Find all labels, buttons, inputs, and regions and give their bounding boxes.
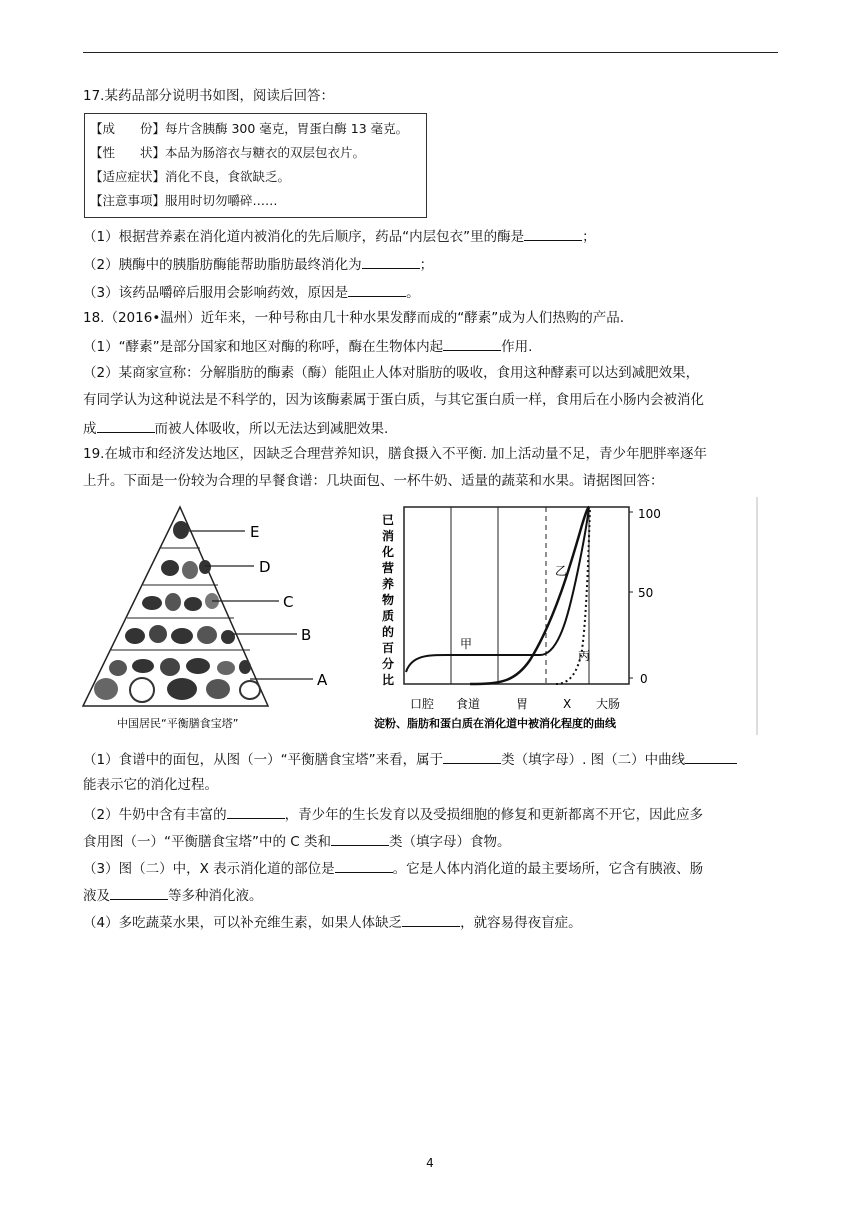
food-pyramid [83, 507, 328, 730]
q19-sub2-line2: 食用图（一）“平衡膳食宝塔”中的 C 类和 类（填字母）食物。 [83, 831, 511, 851]
answer-blank[interactable] [685, 749, 737, 764]
x-label-esophagus: 食道 [456, 697, 481, 711]
x-label-stomach: 胃 [516, 697, 529, 711]
curve-label-yi: 乙 [555, 564, 568, 578]
answer-blank[interactable] [335, 858, 393, 873]
q19-intro-line1: 19.在城市和经济发达地区，因缺乏合理营养知识，膳食摄入不平衡. 加上活动量不足，青少年肥胖率逐年 [83, 446, 708, 462]
svg-text:化: 化 [382, 545, 395, 559]
q17-sub2: （2）胰酶中的胰脂肪酶能帮助脂肪最终消化为 ； [83, 254, 433, 274]
q19-sub3-line2: 液及 等多种消化液。 [83, 885, 263, 905]
svg-text:质: 质 [382, 609, 395, 623]
pyramid-label-b: B [301, 626, 312, 644]
q18-sub2-line3: 成 而被人体吸收，所以无法达到减肥效果. [83, 418, 388, 438]
graph-caption: 淀粉、脂肪和蛋白质在消化道中被消化程度的曲线 [374, 717, 616, 730]
pyramid-label-c: C [283, 593, 294, 611]
answer-blank[interactable] [227, 804, 285, 819]
curve-yi [470, 507, 589, 684]
pyramid-label-e: E [250, 523, 260, 541]
x-label-oral: 口腔 [410, 697, 435, 711]
y-tick-100: 100 [638, 507, 661, 521]
q19-sub1-line2: 能表示它的消化过程。 [83, 777, 218, 793]
svg-text:物: 物 [382, 593, 395, 607]
svg-text:百: 百 [382, 641, 395, 655]
q18-intro: 18.（2016•温州）近年来，一种号称由几十种水果发酵而成的“酵素”成为人们热购的产品. [83, 310, 625, 326]
y-tick-50: 50 [638, 586, 654, 600]
curve-label-bing: 丙 [578, 649, 591, 663]
svg-text:已: 已 [382, 513, 395, 527]
q19-sub2: （2）牛奶中含有丰富的 ，青少年的生长发育以及受损细胞的修复和更新都离不开它，因此应多 [83, 804, 703, 824]
q19-intro-line2: 上升。下面是一份较为合理的早餐食谱：几块面包、一杯牛奶、适量的蔬菜和水果。请据图回答： [83, 473, 664, 489]
answer-blank[interactable] [443, 749, 501, 764]
answer-blank[interactable] [402, 912, 460, 927]
q19-sub3: （3）图（二）中，X 表示消化道的部位是 。它是人体内消化道的最主要场所，它含有胰液、肠 [83, 858, 703, 878]
x-label-large-intestine: 大肠 [596, 697, 621, 711]
page-number: 4 [426, 1156, 434, 1170]
q17-sub3: （3）该药品嚼碎后服用会影响药效，原因是 。 [83, 282, 420, 302]
pyramid-label-a: A [317, 671, 328, 689]
curve-label-jia: 甲 [460, 637, 473, 651]
q17-intro: 17.某药品部分说明书如图，阅读后回答： [83, 88, 334, 104]
svg-text:分: 分 [382, 657, 395, 671]
q19-sub1: （1）食谱中的面包，从图（一）“平衡膳食宝塔”来看，属于 类（填字母）. 图（二）中曲线 [83, 749, 737, 769]
svg-text:比: 比 [382, 673, 395, 687]
q19-sub4: （4）多吃蔬菜水果，可以补充维生素，如果人体缺乏 ，就容易得夜盲症。 [83, 912, 582, 932]
svg-text:的: 的 [382, 625, 395, 639]
label-row-ingredients: 【成 份】每片含胰酶 300 毫克，胃蛋白酶 13 毫克。 [90, 121, 409, 136]
answer-blank[interactable] [110, 885, 168, 900]
pyramid-label-d: D [259, 558, 271, 576]
x-label-x: X [563, 697, 572, 711]
label-row-indications: 【适应症状】消化不良，食欲缺乏。 [90, 169, 291, 184]
y-tick-0: 0 [640, 672, 648, 686]
svg-text:养: 养 [382, 577, 395, 591]
y-axis-title [381, 513, 394, 687]
pyramid-caption: 中国居民“平衡膳食宝塔” [117, 717, 239, 730]
q18-sub2-line1: （2）某商家宣称：分解脂肪的酶素（酶）能阻止人体对脂肪的吸收，食用这种酵素可以达到减肥效果， [83, 365, 700, 381]
digestion-graph [374, 497, 757, 735]
label-row-properties: 【性 状】本品为肠溶衣与糖衣的双层包衣片。 [90, 145, 366, 160]
svg-text:消: 消 [382, 529, 395, 543]
svg-text:营: 营 [382, 561, 395, 575]
q18-sub1: （1）“酵素”是部分国家和地区对酶的称呼，酶在生物体内起 作用. [83, 336, 532, 356]
q17-sub1: （1）根据营养素在消化道内被消化的先后顺序，药品“内层包衣”里的酶是 ； [83, 226, 596, 246]
answer-blank[interactable] [331, 831, 389, 846]
q18-sub2-line2: 有同学认为这种说法是不科学的，因为该酶素属于蛋白质，与其它蛋白质一样，食用后在小肠内会被消化 [83, 392, 704, 408]
label-row-notes: 【注意事项】服用时切勿嚼碎…… [90, 193, 278, 208]
